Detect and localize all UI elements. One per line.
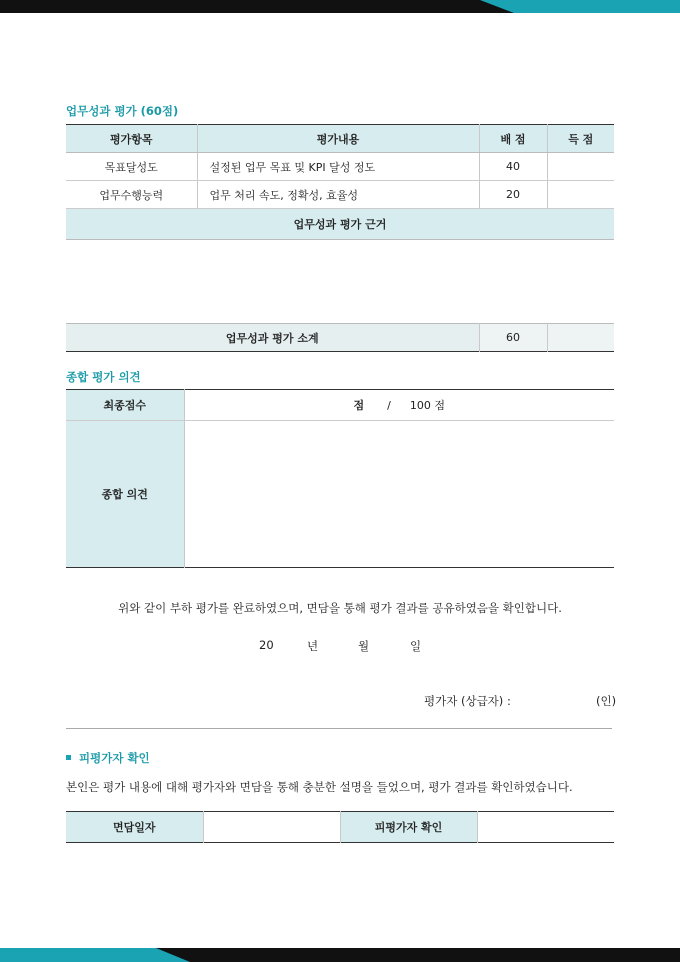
overall-table <box>66 389 614 568</box>
performance-table <box>66 124 614 240</box>
evaluatee-confirm-label: 피평가자 확인 <box>340 812 477 843</box>
header-points: 배 점 <box>479 125 547 153</box>
final-score-field[interactable] <box>184 390 614 421</box>
subtotal-row <box>66 324 614 352</box>
performance-section-title: 업무성과 평가 (60점) <box>66 104 179 118</box>
header-item: 평가항목 <box>66 125 197 153</box>
interview-date-label: 면담일자 <box>66 812 203 843</box>
date-row <box>0 638 680 654</box>
interview-row <box>66 812 614 843</box>
square-bullet-icon <box>66 755 71 760</box>
row-score-field[interactable] <box>547 153 614 181</box>
score-unit: 점 <box>353 399 365 412</box>
overall-section-title: 종합 평가 의견 <box>66 370 141 384</box>
opinion-row <box>66 421 614 568</box>
row-item: 목표달성도 <box>66 153 197 181</box>
evaluator-label: 평가자 (상급자) : <box>424 694 511 708</box>
table-row <box>66 153 614 181</box>
row-content: 업무 처리 속도, 정확성, 효율성 <box>197 181 479 209</box>
row-content: 설정된 업무 목표 및 KPI 달성 정도 <box>197 153 479 181</box>
opinion-label: 종합 의견 <box>66 421 184 568</box>
interview-date-field[interactable] <box>203 812 340 843</box>
row-score-field[interactable] <box>547 181 614 209</box>
evaluatee-statement: 본인은 평가 내용에 대해 평가자와 면담을 통해 충분한 설명을 들었으며, 평가 결과를 확인하였습니다. <box>66 780 573 794</box>
score-max: 100 점 <box>409 399 445 412</box>
date-month: 월 <box>358 639 370 653</box>
final-score-label: 최종점수 <box>66 390 184 421</box>
evaluatee-confirm-field[interactable] <box>477 812 614 843</box>
date-day: 일 <box>410 639 422 653</box>
opinion-field[interactable] <box>184 421 614 568</box>
row-points: 20 <box>479 181 547 209</box>
seal-label: (인) <box>596 694 617 708</box>
table-row <box>66 181 614 209</box>
evaluatee-title-text: 피평가자 확인 <box>79 751 150 765</box>
interview-table <box>66 811 614 843</box>
performance-header-row <box>66 125 614 153</box>
final-score-row <box>66 390 614 421</box>
top-bar-accent <box>480 0 680 13</box>
header-content: 평가내용 <box>197 125 479 153</box>
confirmation-text: 위와 같이 부하 평가를 완료하였으며, 면담을 통해 평가 결과를 공유하였음을 확인합니다. <box>118 601 562 615</box>
subtotal-points: 60 <box>479 324 547 352</box>
date-year-prefix: 20 <box>259 638 274 652</box>
subtotal-label: 업무성과 평가 소계 <box>66 324 479 352</box>
divider <box>66 728 612 729</box>
row-item: 업무수행능력 <box>66 181 197 209</box>
subtotal-score-field[interactable] <box>547 324 614 352</box>
date-year: 년 <box>307 639 319 653</box>
row-points: 40 <box>479 153 547 181</box>
header-score: 득 점 <box>547 125 614 153</box>
score-separator: / <box>387 399 391 412</box>
basis-label: 업무성과 평가 근거 <box>66 209 614 240</box>
subtotal-table <box>66 323 614 352</box>
basis-header-row <box>66 209 614 240</box>
evaluatee-section-title <box>66 750 150 766</box>
